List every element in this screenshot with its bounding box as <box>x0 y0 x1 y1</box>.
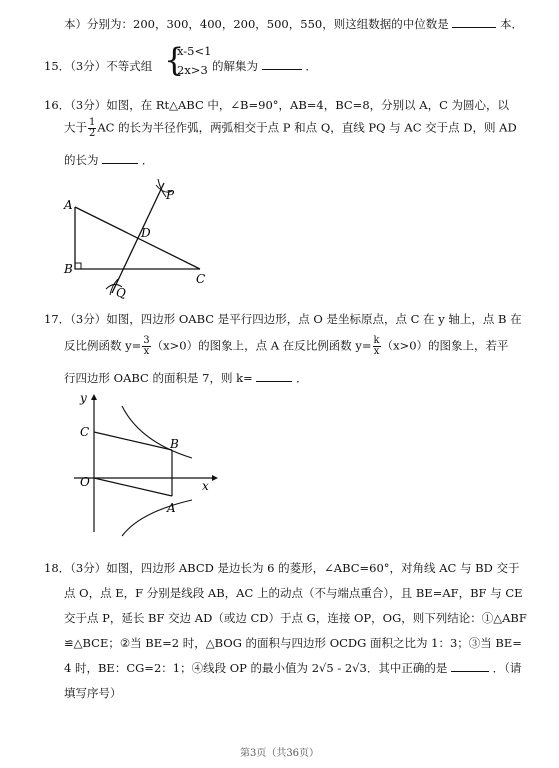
q15-answer-blank <box>262 58 302 70</box>
q16-figure <box>60 175 220 300</box>
q16-right-angle-mark <box>75 263 81 269</box>
q15-brace: { <box>164 41 185 79</box>
q17-line3 <box>64 370 308 386</box>
q16-label-p: P <box>166 188 175 202</box>
q18-line3: 交于点 P，延长 BF 交边 AD（或边 CD）于点 G，连接 OP，OG，则下列结论：①△ABF <box>64 611 527 625</box>
q18-line5-text: 4 时，BE：CG=2：1；④线段 OP 的最小值为 2√5 - 2√3．其中正确的是 <box>64 661 448 675</box>
q17-frac1-num: 3 <box>143 335 150 346</box>
q15-tail-text: 的解集为 <box>212 59 258 73</box>
q17-label-x: x <box>202 479 209 493</box>
q18-line2: 点 O，点 E，F 分别是线段 AB，AC 上的动点（不与端点重合），且 BE=AF，BF 与 CE <box>64 586 523 600</box>
q15-end: ． <box>305 59 317 73</box>
q16-line2-a: 大于 <box>64 120 87 135</box>
q18-line1: 18．（3分）如图，四边形 ABCD 是边长为 6 的菱形，∠ABC=60°，对角线 AC 与 BD 交于 <box>44 561 520 575</box>
q15-ineq2: 2x>3 <box>177 63 208 77</box>
q16-line2 <box>64 118 517 139</box>
q16-label-q: Q <box>116 286 126 300</box>
q17-label-a: A <box>167 501 176 515</box>
q17-curve-upper <box>122 406 192 458</box>
q14-tail-line <box>64 16 523 32</box>
q16-label-b: B <box>64 262 73 276</box>
q17-line1: 17．（3分）如图，四边形 OABC 是平行四边形，点 O 是坐标原点，点 C 在 y 轴上，点 B 在 <box>44 312 522 326</box>
q17-answer-blank <box>256 370 292 382</box>
q17-label-b: B <box>170 437 179 451</box>
q16-line3-text: 的长为 <box>64 153 99 167</box>
q17-side-oa <box>94 478 172 496</box>
q16-label-d: D <box>141 226 151 240</box>
q17-x-arrow <box>212 475 218 481</box>
q18-answer-blank <box>451 660 489 672</box>
q14-tail-text: 本）分别为：200，300，400，200，500，550，则这组数据的中位数是 <box>64 17 449 31</box>
q18-line5-end: ．（请 <box>492 661 522 675</box>
q16-fraction <box>88 118 96 139</box>
q16-frac-num: 1 <box>89 117 96 128</box>
q16-end: ． <box>141 153 154 167</box>
q17-label-o: O <box>80 475 90 489</box>
q17-curve-lower <box>122 500 192 536</box>
q15-number <box>44 58 152 74</box>
q16-frac-den: 2 <box>89 128 96 139</box>
q18-line4: ≌△BCE；②当 BE=2 时，△BOG 的面积与四边形 OCDG 面积之比为 1：3；③当 BE= <box>64 636 522 650</box>
q18-line6: 填写序号） <box>64 686 122 700</box>
q16-answer-blank <box>102 152 138 164</box>
q14-tail-end: 本． <box>500 17 524 31</box>
q17-frac1-den: x <box>143 346 150 357</box>
q17-label-y: y <box>80 391 87 405</box>
q16-line-pq <box>112 183 164 293</box>
q15-label: 15．（3分）不等式组 <box>44 59 153 73</box>
q16-line2-b: AC 的长为半径作弧，两弧相交于点 P 和点 Q，直线 PQ 与 AC 交于点 D，则 AD <box>97 120 517 135</box>
q18-line5 <box>64 660 521 676</box>
q17-fraction-2 <box>373 336 381 357</box>
q17-side-cb <box>94 432 172 450</box>
q17-line2-b: （x>0）的图象上，点 A 在反比例函数 y= <box>151 338 372 353</box>
page-footer: 第3页（共36页） <box>239 748 320 759</box>
q16-line1: 16．（3分）如图，在 Rt△ABC 中，∠B=90°，AB=4，BC=8，分别以 A，C 为圆心，以 <box>44 98 510 112</box>
q17-line2 <box>64 336 509 357</box>
q14-answer-blank <box>452 16 496 28</box>
q17-line3-text: 行四边形 OABC 的面积是 7，则 k= <box>64 371 253 385</box>
q17-fraction-1 <box>142 336 150 357</box>
q17-frac2-den: x <box>373 346 380 357</box>
q17-line2-c: （x>0）的图象上，若平 <box>381 338 509 353</box>
q15-ineq1: x-5<1 <box>177 44 212 58</box>
q16-label-a: A <box>64 198 73 212</box>
q17-figure <box>70 390 220 540</box>
q16-line3 <box>64 152 153 168</box>
q15-tail <box>212 58 317 74</box>
q16-label-c: C <box>196 272 206 286</box>
q17-frac2-num: k <box>373 335 380 346</box>
q17-y-arrow <box>91 394 97 400</box>
q17-label-c: C <box>80 425 90 439</box>
q17-end: ． <box>296 371 308 385</box>
q17-line2-a: 反比例函数 y= <box>64 338 142 353</box>
